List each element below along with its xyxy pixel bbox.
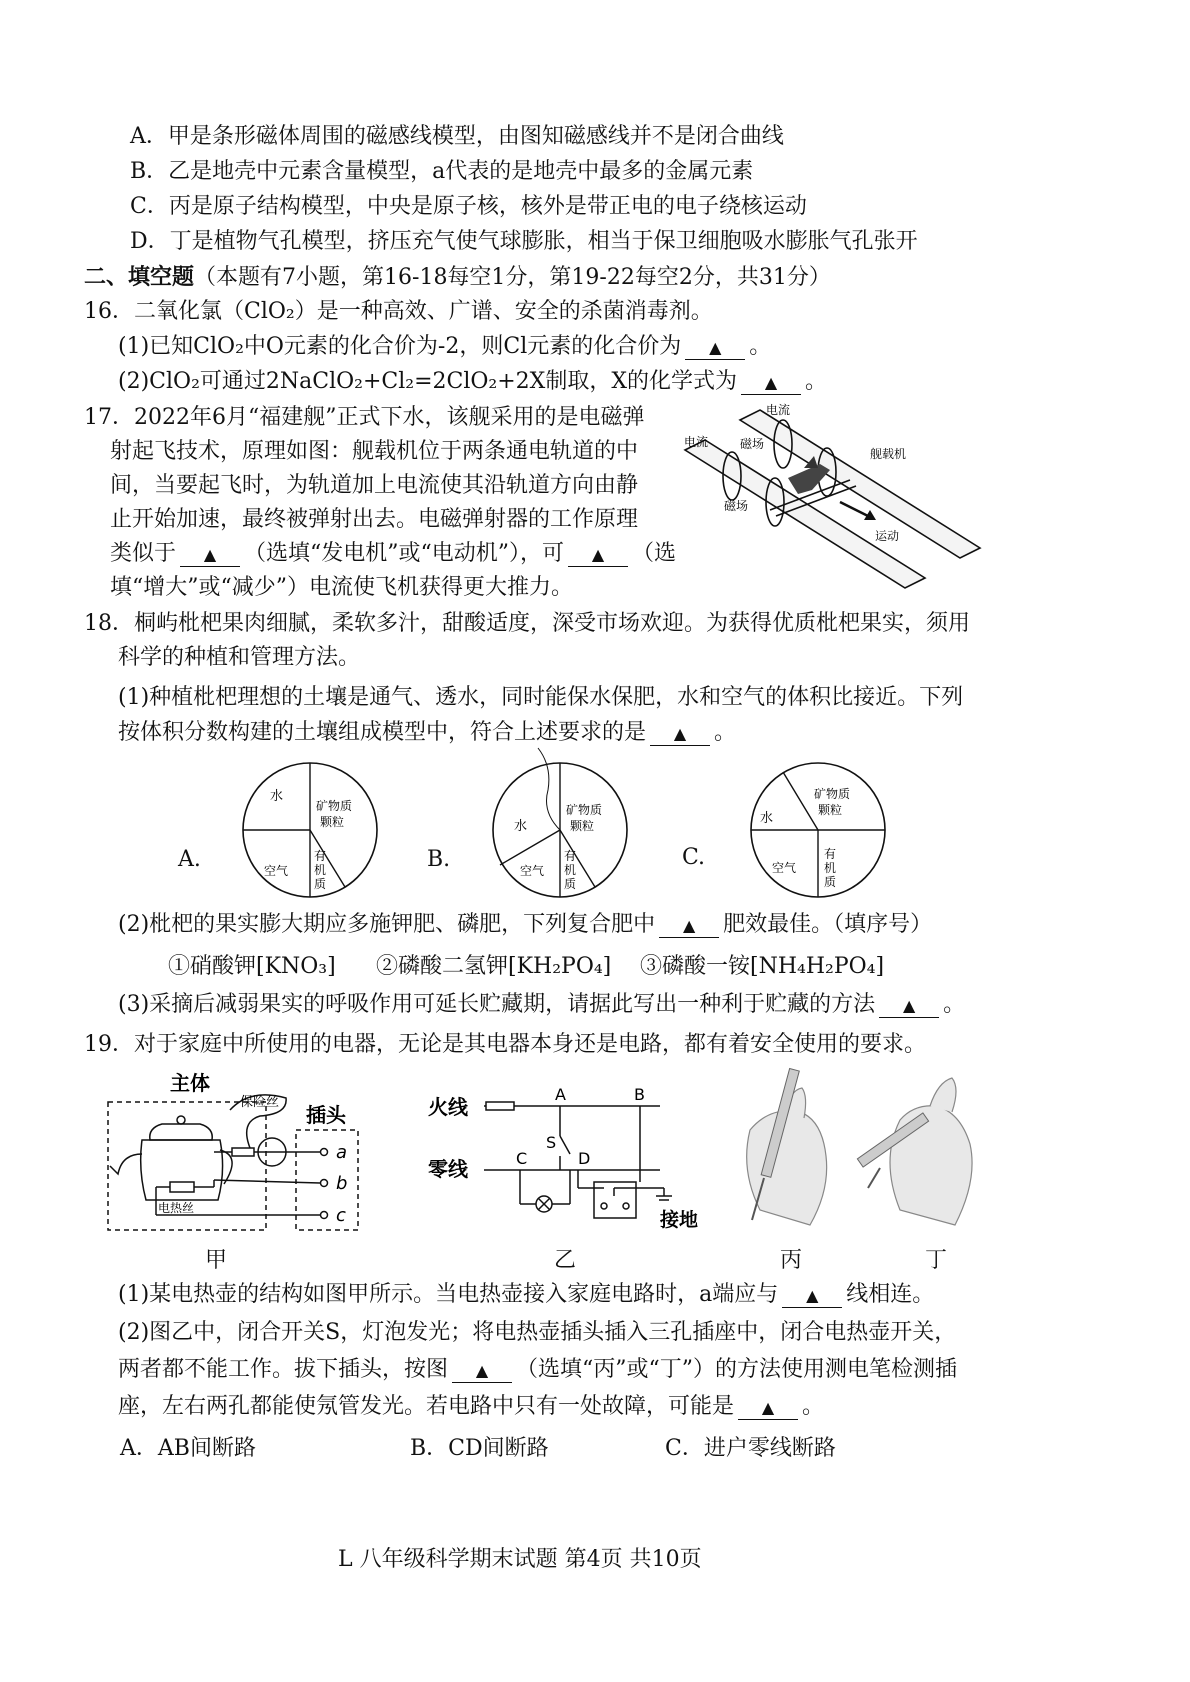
page-footer: L 八年级科学期末试题 第4页 共10页 — [338, 1547, 702, 1572]
blank-triangle-icon: ▲ — [903, 996, 916, 1015]
q15-option-a: A．甲是条形磁体周围的磁感线模型，由图知磁感线并不是闭合曲线 — [130, 124, 784, 149]
tester-grip-ding-figure — [860, 1060, 990, 1240]
pie-a-organic-1: 有 — [314, 849, 327, 863]
q19-part2-line3 — [118, 1392, 824, 1422]
q17-line5-b: （选填“发电机”或“电动机”），可 — [244, 541, 565, 566]
answer-blank[interactable] — [659, 914, 719, 938]
q18-part1-line2 — [118, 718, 736, 748]
label-body: 主体 — [170, 1071, 210, 1095]
q19-option-a: A．AB间断路 — [120, 1436, 256, 1461]
pie-b-water: 水 — [514, 819, 528, 834]
q18-line2: 科学的种植和管理方法。 — [118, 645, 361, 670]
switch-s: S — [546, 1133, 557, 1152]
pin-b: b — [336, 1173, 348, 1194]
q19-part2-line3-a: 座，左右两孔都能使氖管发光。若电路中只有一处故障，可能是 — [118, 1394, 735, 1419]
pie-b-organic-1: 有 — [564, 849, 577, 863]
q19-option-b: B．CD间断路 — [410, 1436, 549, 1461]
pin-a: a — [336, 1142, 348, 1163]
label-heater: 电热丝 — [158, 1201, 195, 1215]
tester-grip-bing-figure — [730, 1060, 850, 1240]
q16-part2-text: (2)ClO₂可通过2NaClO₂+Cl₂=2ClO₂+2X制取，X的化学式为 — [118, 369, 738, 394]
q17-line5-c: （选 — [632, 541, 677, 566]
q18-part1-line1: (1)种植枇杷理想的土壤是通气、透水，同时能保水保肥，水和空气的体积比接近。下列 — [118, 685, 964, 710]
section-2-title: 二、填空题 — [84, 264, 195, 290]
section-2-heading — [84, 262, 831, 293]
kettle-structure-figure — [100, 1070, 370, 1240]
label-plug: 插头 — [306, 1103, 346, 1127]
q16-part2-end: 。 — [805, 369, 828, 394]
label-neutral-wire: 零线 — [428, 1157, 468, 1181]
answer-blank[interactable] — [741, 371, 801, 395]
q18-part3-text: (3)采摘后减弱果实的呼吸作用可延长贮藏期，请据此写出一种利于贮藏的方法 — [118, 992, 876, 1017]
q17-line4: 止开始加速，最终被弹射出去。电磁弹射器的工作原理 — [110, 507, 639, 532]
q19-part2-line2-b: （选填“丙”或“丁”）的方法使用测电笔检测插 — [516, 1357, 958, 1382]
caption-bing: 丙 — [780, 1248, 803, 1273]
q19-part1-end: 线相连。 — [846, 1282, 935, 1307]
pie-a-organic-3: 质 — [314, 877, 327, 891]
q16-part1 — [118, 332, 771, 362]
q18-part1-text: 按体积分数构建的土壤组成模型中，符合上述要求的是 — [118, 720, 647, 745]
pin-c: c — [336, 1205, 346, 1226]
q18-part1-end: 。 — [714, 720, 737, 745]
q17-line1: 17．2022年6月“福建舰”正式下水，该舰采用的是电磁弹 — [84, 405, 645, 430]
caption-ding: 丁 — [925, 1248, 948, 1273]
answer-blank[interactable] — [685, 336, 745, 360]
q19-part2-line2-a: 两者都不能工作。拔下插头，按图 — [118, 1357, 449, 1382]
blank-triangle-icon: ▲ — [591, 545, 605, 564]
pie-a-water: 水 — [270, 789, 284, 804]
answer-blank[interactable] — [782, 1284, 842, 1308]
household-circuit-figure — [428, 1078, 699, 1238]
q18-part3-end: 。 — [943, 992, 966, 1017]
section-2-note: （本题有7小题，第16-18每空1分，第19-22每空2分，共31分） — [194, 265, 831, 290]
answer-blank[interactable] — [879, 994, 939, 1018]
pie-b-mineral-1: 矿物质 — [566, 803, 603, 817]
answer-blank[interactable] — [738, 1396, 798, 1420]
q19-part2-line3-b: 。 — [802, 1394, 825, 1419]
blank-triangle-icon: ▲ — [806, 1286, 819, 1305]
label-ground: 接地 — [660, 1209, 699, 1231]
q18-line1: 18．桐屿枇杷果肉细腻，柔软多汁，甜酸适度，深受市场欢迎。为获得优质枇杷果实，须用 — [84, 611, 970, 636]
q15-option-c: C．丙是原子结构模型，中央是原子核，核外是带正电的电子绕核运动 — [130, 194, 807, 219]
fertilizer-2: ②磷酸二氢钾[KH₂PO₄] — [376, 954, 612, 979]
q16-part1-end: 。 — [749, 334, 772, 359]
q19-part2-line1: (2)图乙中，闭合开关S，灯泡发光；将电热壶插头插入三孔插座中，闭合电热壶开关， — [118, 1320, 957, 1345]
q19-part1 — [118, 1280, 934, 1310]
q17-line3: 间，当要起飞时，为轨道加上电流使其沿轨道方向由静 — [110, 473, 639, 498]
label-aircraft: 舰载机 — [870, 447, 907, 461]
pie-c-air: 空气 — [772, 861, 797, 875]
q17-catapult-figure — [680, 398, 980, 588]
fertilizer-3: ③磷酸一铵[NH₄H₂PO₄] — [640, 954, 885, 979]
q19-option-c: C．进户零线断路 — [665, 1436, 836, 1461]
label-fuse: 保险丝 — [240, 1095, 280, 1110]
pie-option-b-label: B. — [427, 847, 451, 872]
soil-pie-c — [748, 760, 888, 900]
blank-triangle-icon: ▲ — [709, 338, 722, 357]
q15-option-d: D．丁是植物气孔模型，挤压充气使气球膨胀，相当于保卫细胞吸水膨胀气孔张开 — [130, 229, 918, 254]
q17-line5 — [110, 539, 676, 569]
soil-pie-a — [240, 760, 380, 900]
q19-part1-text: (1)某电热壶的结构如图甲所示。当电热壶接入家庭电路时，a端应与 — [118, 1282, 779, 1307]
pie-a-mineral-2: 颗粒 — [320, 815, 345, 829]
q17-line5-a: 类似于 — [110, 541, 177, 566]
answer-blank[interactable] — [650, 722, 710, 746]
pie-option-a-label: A. — [178, 847, 201, 872]
pie-b-air: 空气 — [520, 864, 545, 878]
label-motion: 运动 — [875, 529, 900, 543]
pie-b-organic-2: 机 — [564, 863, 577, 877]
blank-triangle-icon: ▲ — [683, 916, 696, 935]
soil-pie-b — [490, 760, 630, 900]
label-field-top: 磁场 — [740, 437, 765, 451]
pie-a-air: 空气 — [264, 864, 289, 878]
q19-part2-line2 — [118, 1355, 957, 1385]
q19-stem: 19．对于家庭中所使用的电器，无论是其电器本身还是电路，都有着安全使用的要求。 — [84, 1032, 926, 1057]
blank-triangle-icon: ▲ — [475, 1361, 489, 1380]
blank-triangle-icon: ▲ — [203, 545, 217, 564]
pie-c-mineral-2: 颗粒 — [818, 803, 843, 817]
pie-b-organic-3: 质 — [564, 877, 577, 891]
point-c: C — [516, 1149, 528, 1168]
q17-line2: 射起飞技术，原理如图：舰载机位于两条通电轨道的中 — [110, 439, 639, 464]
pie-c-mineral-1: 矿物质 — [814, 787, 851, 801]
q15-option-b: B．乙是地壳中元素含量模型，a代表的是地壳中最多的金属元素 — [130, 159, 754, 184]
label-field-bottom: 磁场 — [724, 499, 749, 513]
label-live-wire: 火线 — [428, 1095, 468, 1119]
q17-line6: 填“增大”或“减少”）电流使飞机获得更大推力。 — [110, 575, 573, 600]
pie-c-organic-3: 质 — [824, 875, 837, 889]
pie-b-mineral-2: 颗粒 — [570, 819, 595, 833]
point-a: A — [555, 1085, 566, 1104]
q18-part2 — [118, 910, 932, 940]
answer-blank[interactable] — [180, 543, 240, 567]
label-current-left: 电流 — [684, 435, 709, 449]
q18-part3 — [118, 990, 965, 1020]
point-d: D — [578, 1149, 591, 1168]
pie-c-organic-1: 有 — [824, 847, 837, 861]
pie-c-organic-2: 机 — [824, 861, 837, 875]
q18-part2-text: (2)枇杷的果实膨大期应多施钾肥、磷肥，下列复合肥中 — [118, 912, 656, 937]
point-b: B — [634, 1085, 645, 1104]
fertilizer-1: ①硝酸钾[KNO₃] — [168, 954, 336, 979]
q16-part2 — [118, 367, 827, 397]
q16-part1-text: (1)已知ClO₂中O元素的化合价为-2，则Cl元素的化合价为 — [118, 334, 682, 359]
blank-triangle-icon: ▲ — [673, 724, 687, 743]
q16-stem: 16．二氧化氯（ClO₂）是一种高效、广谱、安全的杀菌消毒剂。 — [84, 299, 713, 324]
label-current-top: 电流 — [766, 403, 791, 417]
blank-triangle-icon: ▲ — [764, 373, 778, 392]
pie-option-c-label: C. — [682, 845, 706, 870]
caption-yi: 乙 — [554, 1248, 577, 1273]
pie-a-organic-2: 机 — [314, 863, 327, 877]
q18-part2-end: 肥效最佳。（填序号） — [723, 912, 933, 937]
pie-a-mineral-1: 矿物质 — [316, 799, 353, 813]
caption-jia: 甲 — [205, 1248, 228, 1273]
answer-blank[interactable] — [452, 1359, 512, 1383]
blank-triangle-icon: ▲ — [761, 1398, 775, 1417]
answer-blank[interactable] — [568, 543, 628, 567]
pie-c-water: 水 — [760, 811, 774, 826]
